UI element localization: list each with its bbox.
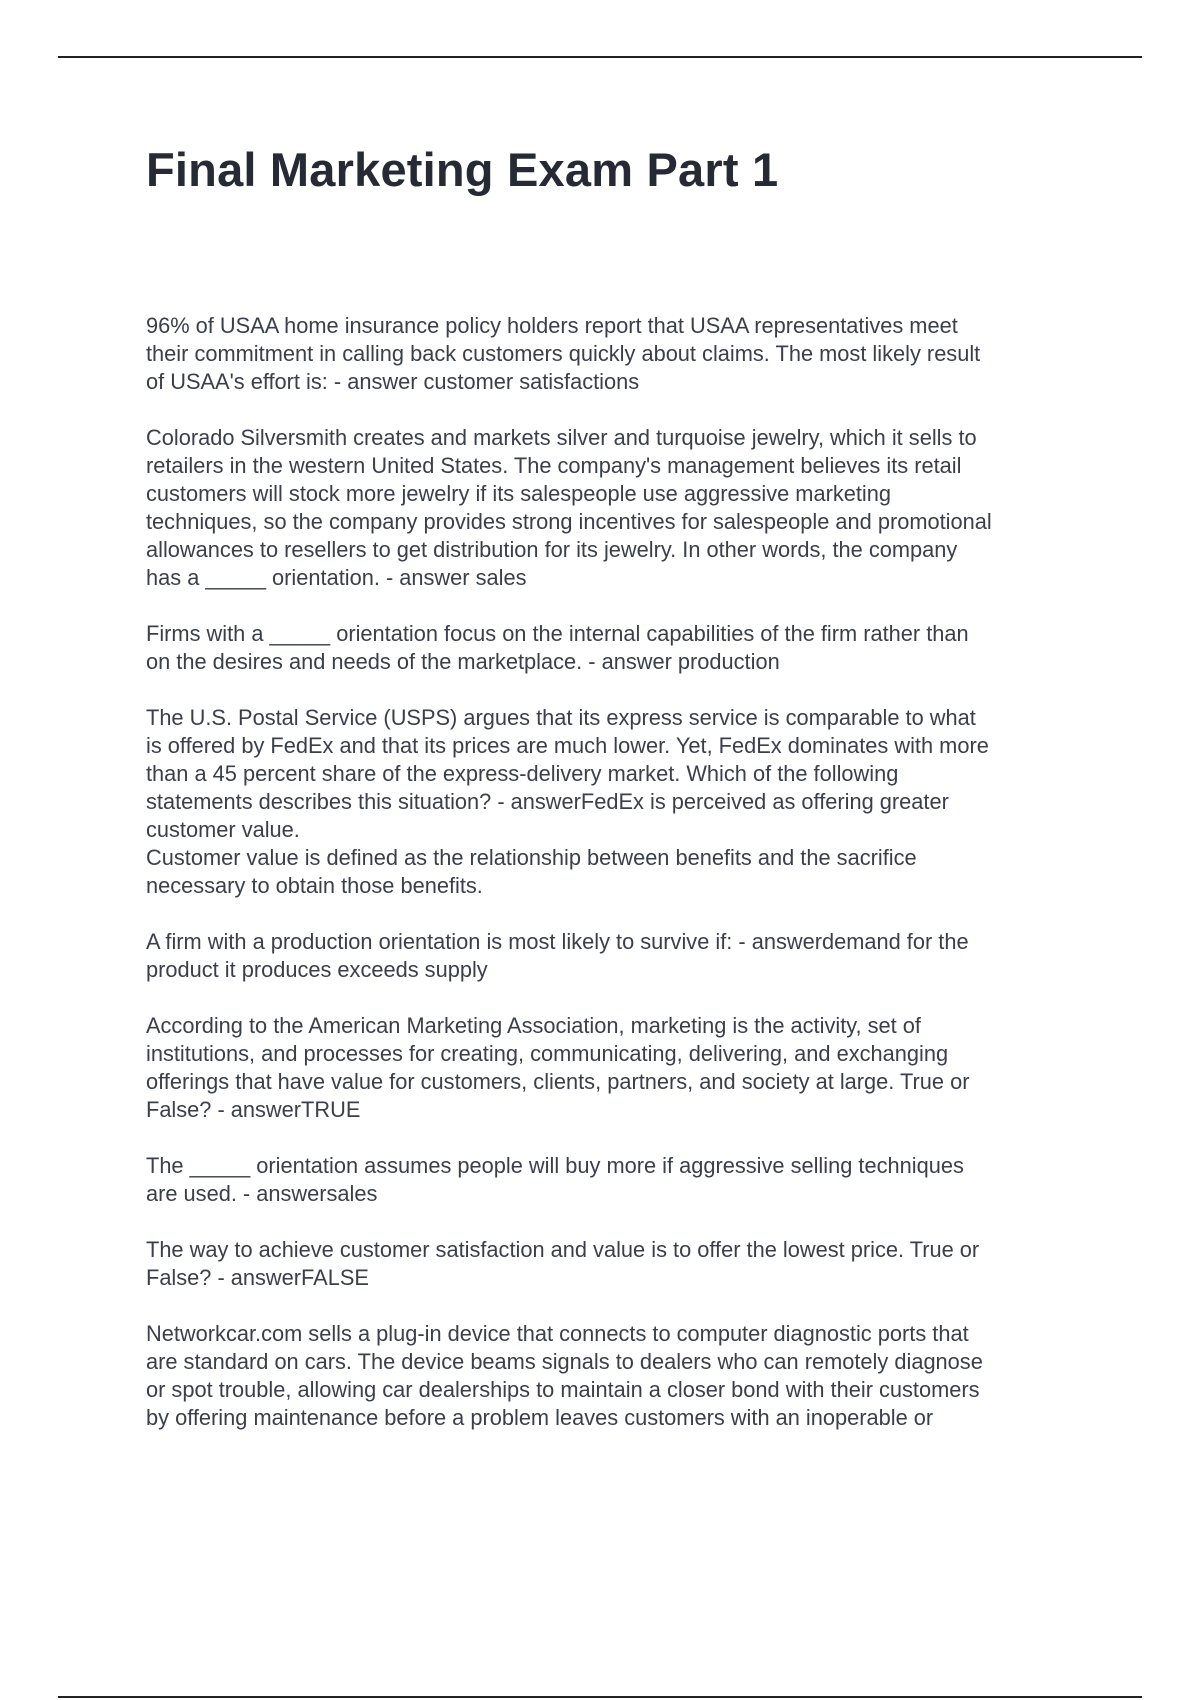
- question-line: institutions, and processes for creating, communicating, delivering, and exchanging: [146, 1041, 949, 1066]
- question-line: 96% of USAA home insurance policy holders report that USAA representatives meet: [146, 313, 958, 338]
- question-line: Firms with a _____ orientation focus on the internal capabilities of the firm rather than: [146, 621, 969, 646]
- question-line: The way to achieve customer satisfaction and value is to offer the lowest price. True or: [146, 1237, 980, 1262]
- question-item: [146, 1012, 1086, 1124]
- question-line: on the desires and needs of the marketplace. - answer production: [146, 649, 780, 674]
- question-line: Colorado Silversmith creates and markets silver and turquoise jewelry, which it sells to: [146, 425, 977, 450]
- question-line: False? - answerFALSE: [146, 1265, 369, 1290]
- question-line: allowances to resellers to get distribution for its jewelry. In other words, the company: [146, 537, 958, 562]
- question-item: [146, 424, 1086, 592]
- question-item: [146, 704, 1086, 900]
- question-line: customer value.: [146, 817, 300, 842]
- question-line: techniques, so the company provides strong incentives for salespeople and promotional: [146, 509, 992, 534]
- question-item: [146, 928, 1086, 984]
- question-line: The _____ orientation assumes people will buy more if aggressive selling techniques: [146, 1153, 964, 1178]
- bottom-divider: [58, 1696, 1142, 1698]
- question-line: offerings that have value for customers, clients, partners, and society at large. True or: [146, 1069, 970, 1094]
- question-line: Customer value is defined as the relationship between benefits and the sacrifice: [146, 845, 917, 870]
- question-line: is offered by FedEx and that its prices are much lower. Yet, FedEx dominates with more: [146, 733, 989, 758]
- page-title: Final Marketing Exam Part 1: [146, 143, 779, 196]
- question-line: A firm with a production orientation is most likely to survive if: - answerdemand for the: [146, 929, 969, 954]
- question-line: or spot trouble, allowing car dealerships to maintain a closer bond with their customers: [146, 1377, 980, 1402]
- question-line: are used. - answersales: [146, 1181, 378, 1206]
- question-line: Networkcar.com sells a plug-in device that connects to computer diagnostic ports that: [146, 1321, 969, 1346]
- question-item: [146, 1152, 1086, 1208]
- question-line: has a _____ orientation. - answer sales: [146, 565, 527, 590]
- question-line: customers will stock more jewelry if its salespeople use aggressive marketing: [146, 481, 892, 506]
- question-line: According to the American Marketing Association, marketing is the activity, set of: [146, 1013, 921, 1038]
- question-line: product it produces exceeds supply: [146, 957, 488, 982]
- question-line: statements describes this situation? - answerFedEx is perceived as offering greater: [146, 789, 949, 814]
- question-line: necessary to obtain those benefits.: [146, 873, 483, 898]
- question-item: [146, 1236, 1086, 1292]
- question-item: [146, 312, 1086, 396]
- question-line: The U.S. Postal Service (USPS) argues that its express service is comparable to what: [146, 705, 976, 730]
- question-line: by offering maintenance before a problem leaves customers with an inoperable or: [146, 1405, 934, 1430]
- question-line: False? - answerTRUE: [146, 1097, 361, 1122]
- question-line: retailers in the western United States. The company's management believes its retail: [146, 453, 962, 478]
- question-list: [146, 312, 1086, 1460]
- question-line: are standard on cars. The device beams signals to dealers who can remotely diagnose: [146, 1349, 983, 1374]
- top-divider: [58, 56, 1142, 58]
- question-item: [146, 1320, 1086, 1432]
- question-item: [146, 620, 1086, 676]
- question-line: of USAA's effort is: - answer customer satisfactions: [146, 369, 640, 394]
- question-line: than a 45 percent share of the express-delivery market. Which of the following: [146, 761, 899, 786]
- question-line: their commitment in calling back customers quickly about claims. The most likely result: [146, 341, 981, 366]
